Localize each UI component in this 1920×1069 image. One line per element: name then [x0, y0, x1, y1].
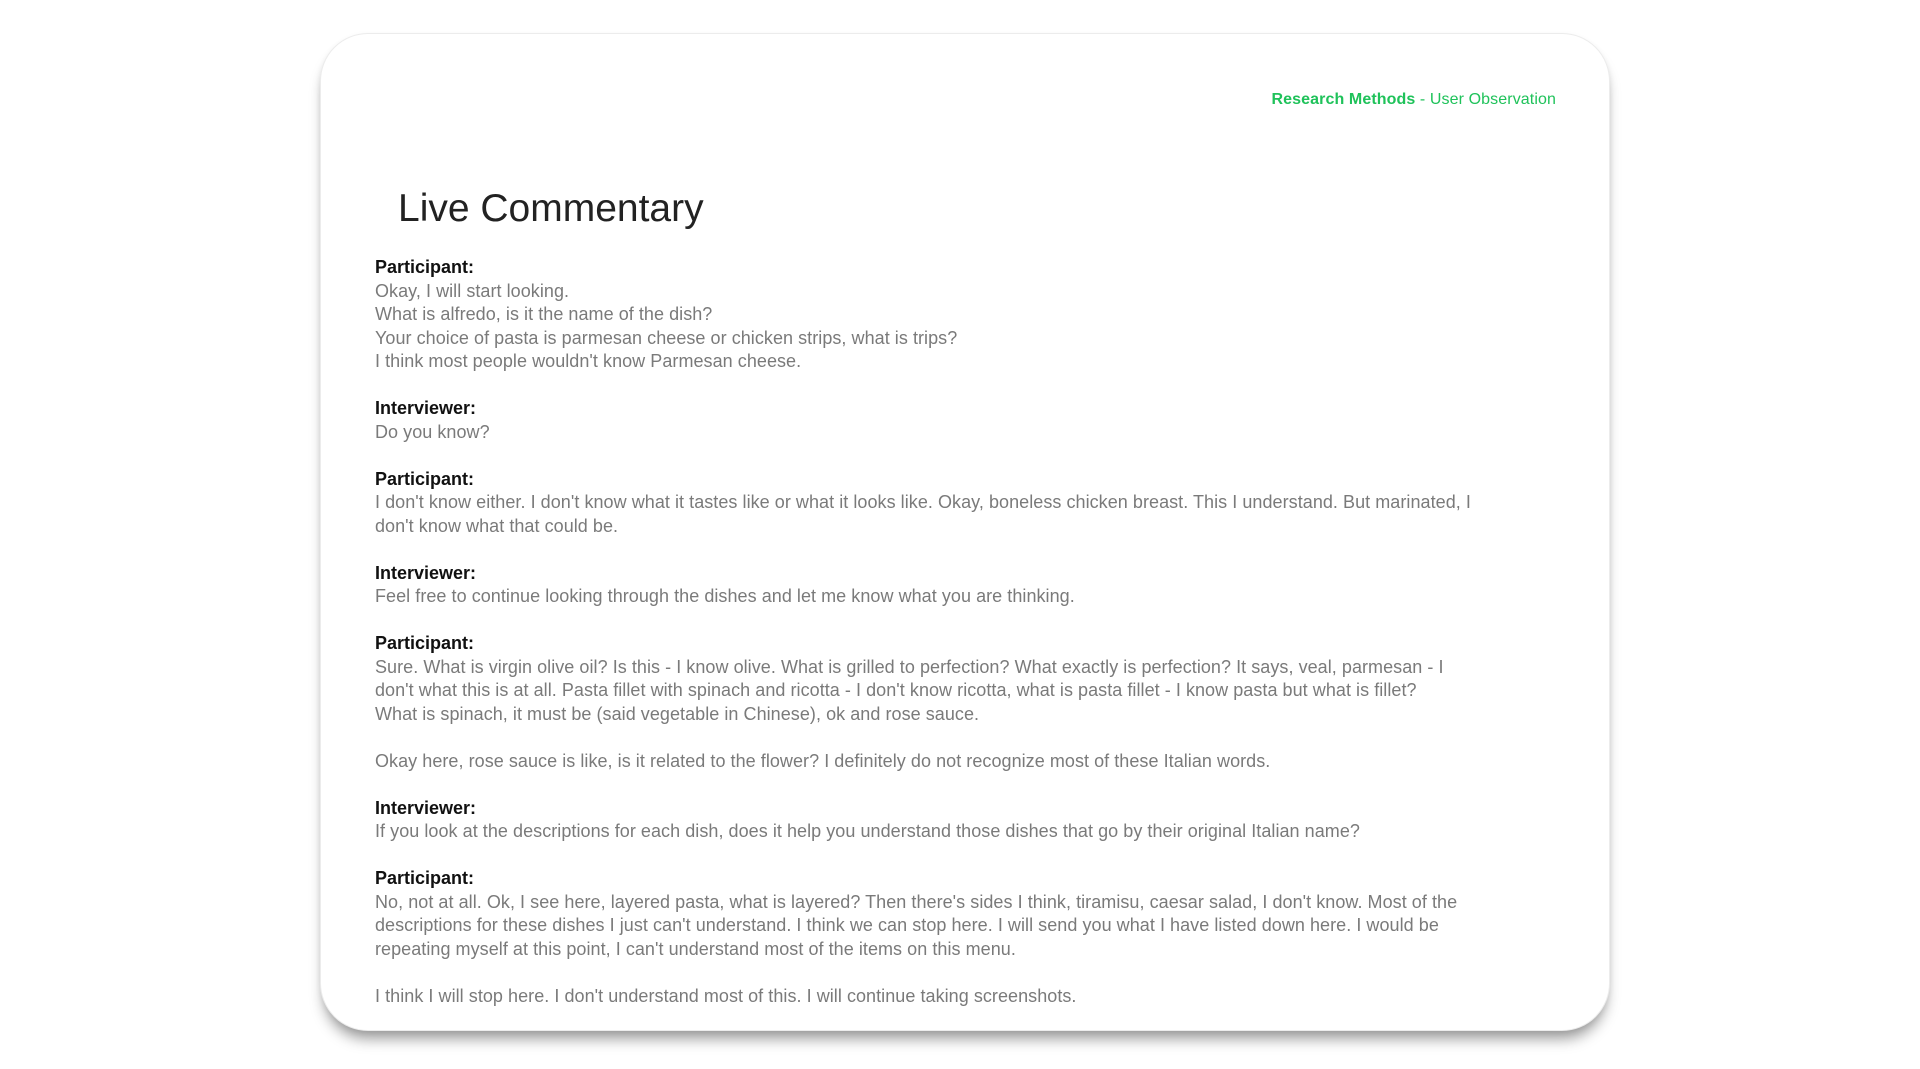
speaker-label: Interviewer: [375, 562, 477, 583]
utterance-line: Sure. What is virgin olive oil? Is this - I know olive. What is grilled to perfection? What exactly is perfection? It says, veal, parmesan - I [375, 656, 1444, 677]
paragraph-gap [375, 726, 1565, 750]
utterance-line: repeating myself at this point, I can't understand most of the items on this menu. [375, 938, 1016, 959]
utterance-line: don't know what that could be. [375, 515, 619, 536]
speaker-label: Participant: [375, 633, 475, 653]
page-title: Live Commentary [398, 187, 704, 230]
utterance-line: What is spinach, it must be (said vegetable in Chinese), ok and rose sauce. [375, 703, 980, 724]
transcript-turn [375, 867, 1565, 1008]
paragraph-gap [375, 961, 1565, 985]
utterance-line: I don't know either. I don't know what it tastes like or what it looks like. Okay, boneless chicken breast. This I understand. But marinated, I [375, 492, 1471, 512]
transcript-turn [375, 562, 1565, 609]
transcript-turn [375, 397, 1565, 444]
section-tag-secondary: User Observation [1429, 91, 1556, 108]
utterance-line: Okay here, rose sauce is like, is it related to the flower? I definitely do not recognize most of these Italian words. [375, 750, 1271, 771]
speaker-label: Participant: [375, 468, 475, 489]
speaker-label: Participant: [375, 868, 475, 888]
section-tag-primary: Research Methods [1271, 91, 1416, 108]
transcript-turn [375, 797, 1565, 844]
transcript-turn [375, 632, 1565, 773]
speaker-label: Interviewer: [375, 398, 477, 418]
speaker-label: Participant: [375, 257, 475, 277]
utterance-line: What is alfredo, is it the name of the dish? [375, 304, 713, 324]
slide-card [320, 33, 1610, 1031]
utterance-line: Feel free to continue looking through the dishes and let me know what you are thinking. [375, 586, 1075, 606]
utterance-line: Okay, I will start looking. [375, 280, 570, 301]
utterance-line: Your choice of pasta is parmesan cheese or chicken strips, what is trips? [375, 327, 958, 348]
section-tag [1272, 91, 1557, 109]
utterance-line: I think most people wouldn't know Parmesan cheese. [375, 351, 802, 371]
speaker-label: Interviewer: [375, 797, 477, 818]
utterance-line: descriptions for these dishes I just can't understand. I think we can stop here. I will send you what I have listed down here. I would be [375, 915, 1439, 935]
transcript-turn [375, 256, 1565, 374]
utterance-line: don't what this is at all. Pasta fillet with spinach and ricotta - I don't know ricotta, what is pasta fillet - I know pasta but what is fillet? [375, 680, 1417, 700]
utterance-line: If you look at the descriptions for each dish, does it help you understand those dishes that go by their original Italian name? [375, 821, 1360, 841]
section-tag-separator: - [1415, 91, 1430, 108]
transcript-turn [375, 468, 1565, 539]
transcript [375, 256, 1565, 1032]
utterance-line: No, not at all. Ok, I see here, layered pasta, what is layered? Then there's sides I think, tiramisu, caesar salad, I don't know. Most of the [375, 891, 1458, 912]
utterance-line: I think I will stop here. I don't understand most of this. I will continue taking screenshots. [375, 985, 1077, 1006]
utterance-line: Do you know? [375, 421, 490, 442]
